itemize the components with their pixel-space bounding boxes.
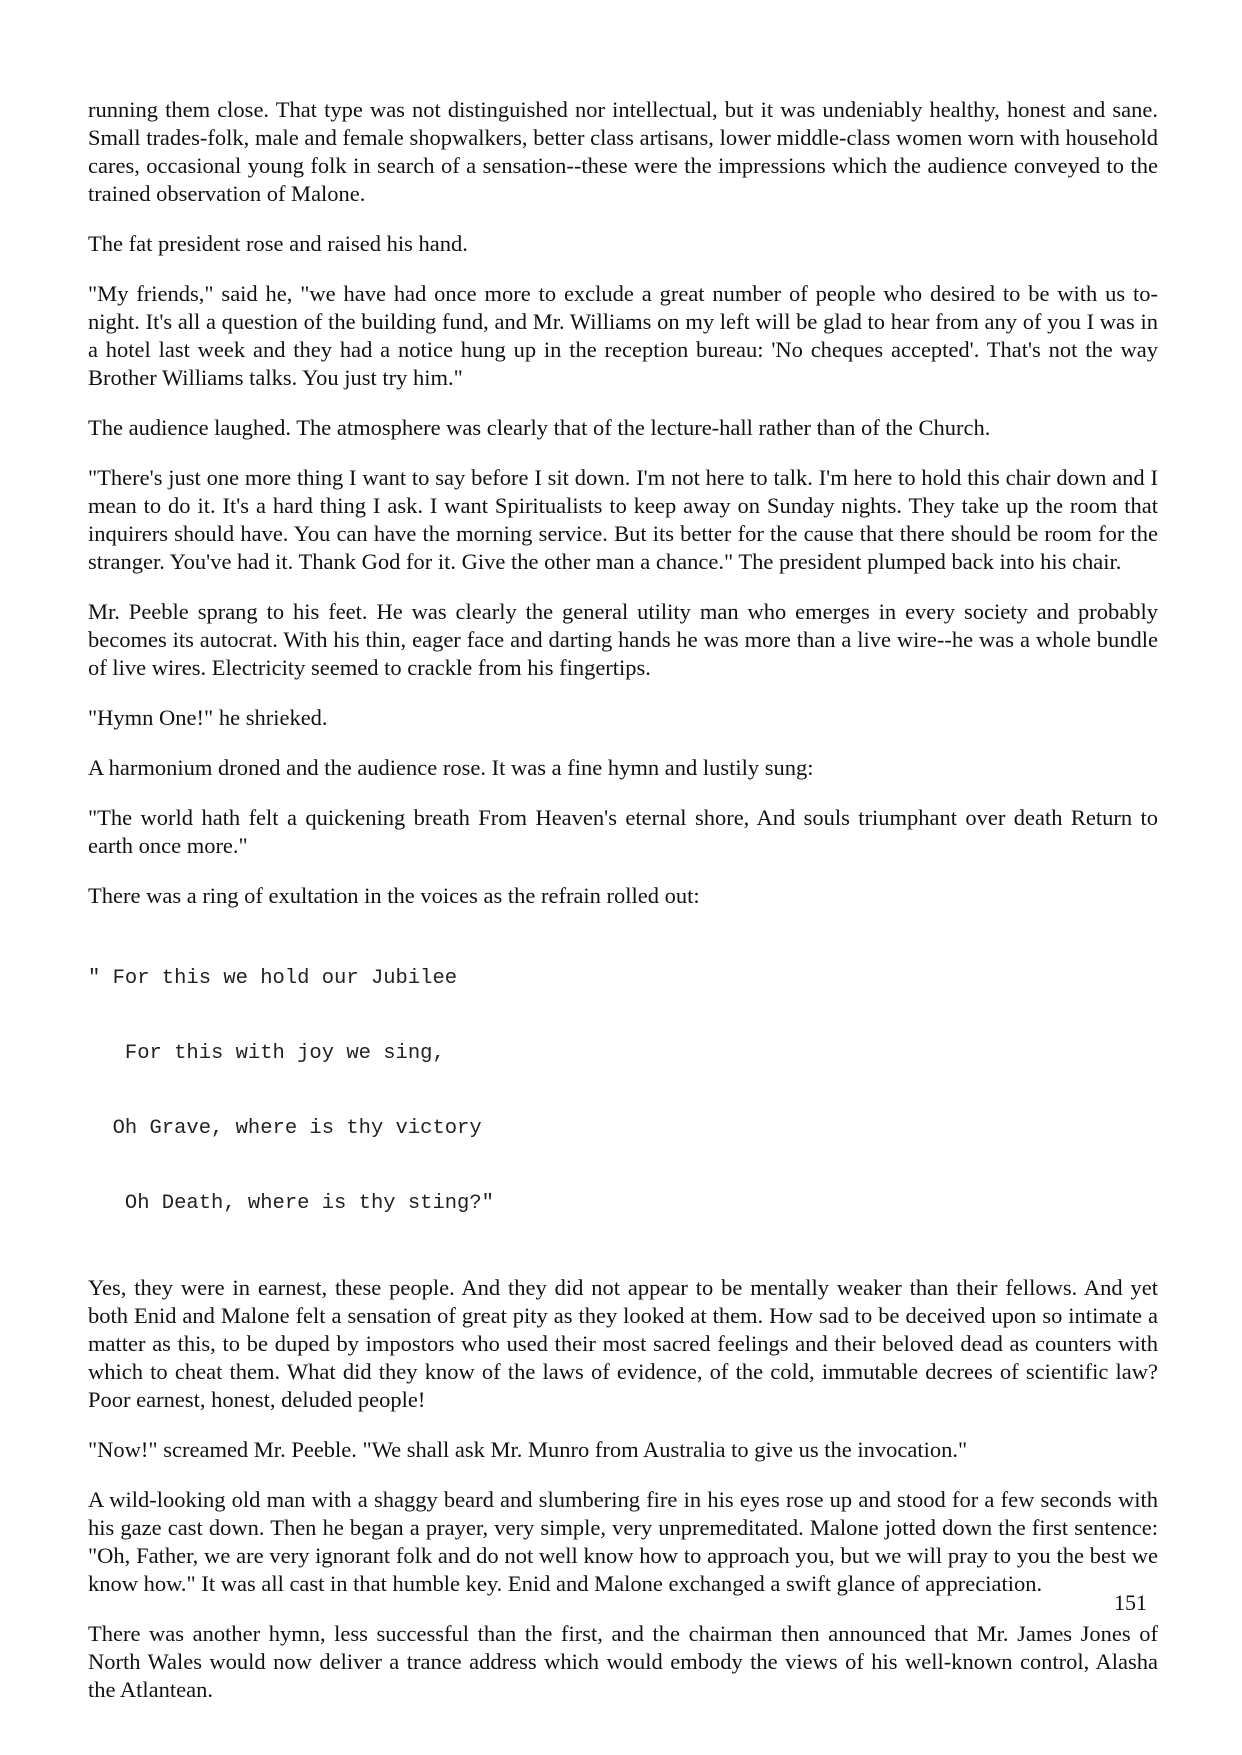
paragraph: "The world hath felt a quickening breath From Heaven's eternal shore, And souls triumphant over death Return to earth once more." xyxy=(88,805,1158,858)
hymn-line: Oh Grave, where is thy victory xyxy=(88,1117,482,1140)
hymn-line: Oh Death, where is thy sting?" xyxy=(88,1192,494,1215)
page-body xyxy=(88,96,1158,1726)
hymn-refrain xyxy=(88,916,1158,1266)
paragraph: A harmonium droned and the audience rose. It was a fine hymn and lustily sung: xyxy=(88,755,814,780)
paragraph: "Hymn One!" he shrieked. xyxy=(88,705,328,730)
paragraph: A wild-looking old man with a shaggy beard and slumbering fire in his eyes rose up and stood for a few seconds with his gaze cast down. Then he began a prayer, very simple, very unpremeditated. Malone jotted down the first sentence: "Oh, Father, we are very ignorant folk and do not well know how to approach you, but we will pray to you the best we know how." It was all cast in that humble key. Enid and Malone exchanged a swift glance of appreciation. xyxy=(88,1487,1158,1596)
paragraph: Mr. Peeble sprang to his feet. He was clearly the general utility man who emerges in every society and probably becomes its autocrat. With his thin, eager face and darting hands he was more than a live wire--he was a whole bundle of live wires. Electricity seemed to crackle from his fingertips. xyxy=(88,599,1158,680)
paragraph: There was a ring of exultation in the voices as the refrain rolled out: xyxy=(88,883,700,908)
paragraph: "Now!" screamed Mr. Peeble. "We shall ask Mr. Munro from Australia to give us the invocation." xyxy=(88,1437,968,1462)
paragraph: "My friends," said he, "we have had once more to exclude a great number of people who desired to be with us to-night. It's all a question of the building fund, and Mr. Williams on my left will be glad to hear from any of you I was in a hotel last week and they had a notice hung up in the reception bureau: 'No cheques accepted'. That's not the way Brother Williams talks. You just try him." xyxy=(88,281,1158,390)
paragraph: "There's just one more thing I want to say before I sit down. I'm not here to talk. I'm here to hold this chair down and I mean to do it. It's a hard thing I ask. I want Spiritualists to keep away on Sunday nights. They take up the room that inquirers should have. You can have the morning service. But its better for the cause that there should be room for the stranger. You've had it. Thank God for it. Give the other man a chance." The president plumped back into his chair. xyxy=(88,465,1158,574)
paragraph: Yes, they were in earnest, these people. And they did not appear to be mentally weaker than their fellows. And yet both Enid and Malone felt a sensation of great pity as they looked at them. How sad to be deceived upon so intimate a matter as this, to be duped by impostors who used their most sacred feelings and their beloved dead as counters with which to cheat them. What did they know of the laws of evidence, of the cold, immutable decrees of scientific law? Poor earnest, honest, deluded people! xyxy=(88,1275,1158,1412)
paragraph: running them close. That type was not distinguished nor intellectual, but it was undeniably healthy, honest and sane. Small trades-folk, male and female shopwalkers, better class artisans, lower middle-class women worn with household cares, occasional young folk in search of a sensation--these were the impressions which the audience conveyed to the trained observation of Malone. xyxy=(88,97,1158,206)
paragraph: There was another hymn, less successful than the first, and the chairman then announced that Mr. James Jones of North Wales would now deliver a trance address which would embody the views of his well-known control, Alasha the Atlantean. xyxy=(88,1621,1158,1702)
page-number: 151 xyxy=(1114,1590,1147,1615)
hymn-line: " For this we hold our Jubilee xyxy=(88,967,458,990)
hymn-line: For this with joy we sing, xyxy=(88,1042,445,1065)
paragraph: The fat president rose and raised his hand. xyxy=(88,231,468,256)
paragraph: The audience laughed. The atmosphere was clearly that of the lecture-hall rather than of the Church. xyxy=(88,415,991,440)
